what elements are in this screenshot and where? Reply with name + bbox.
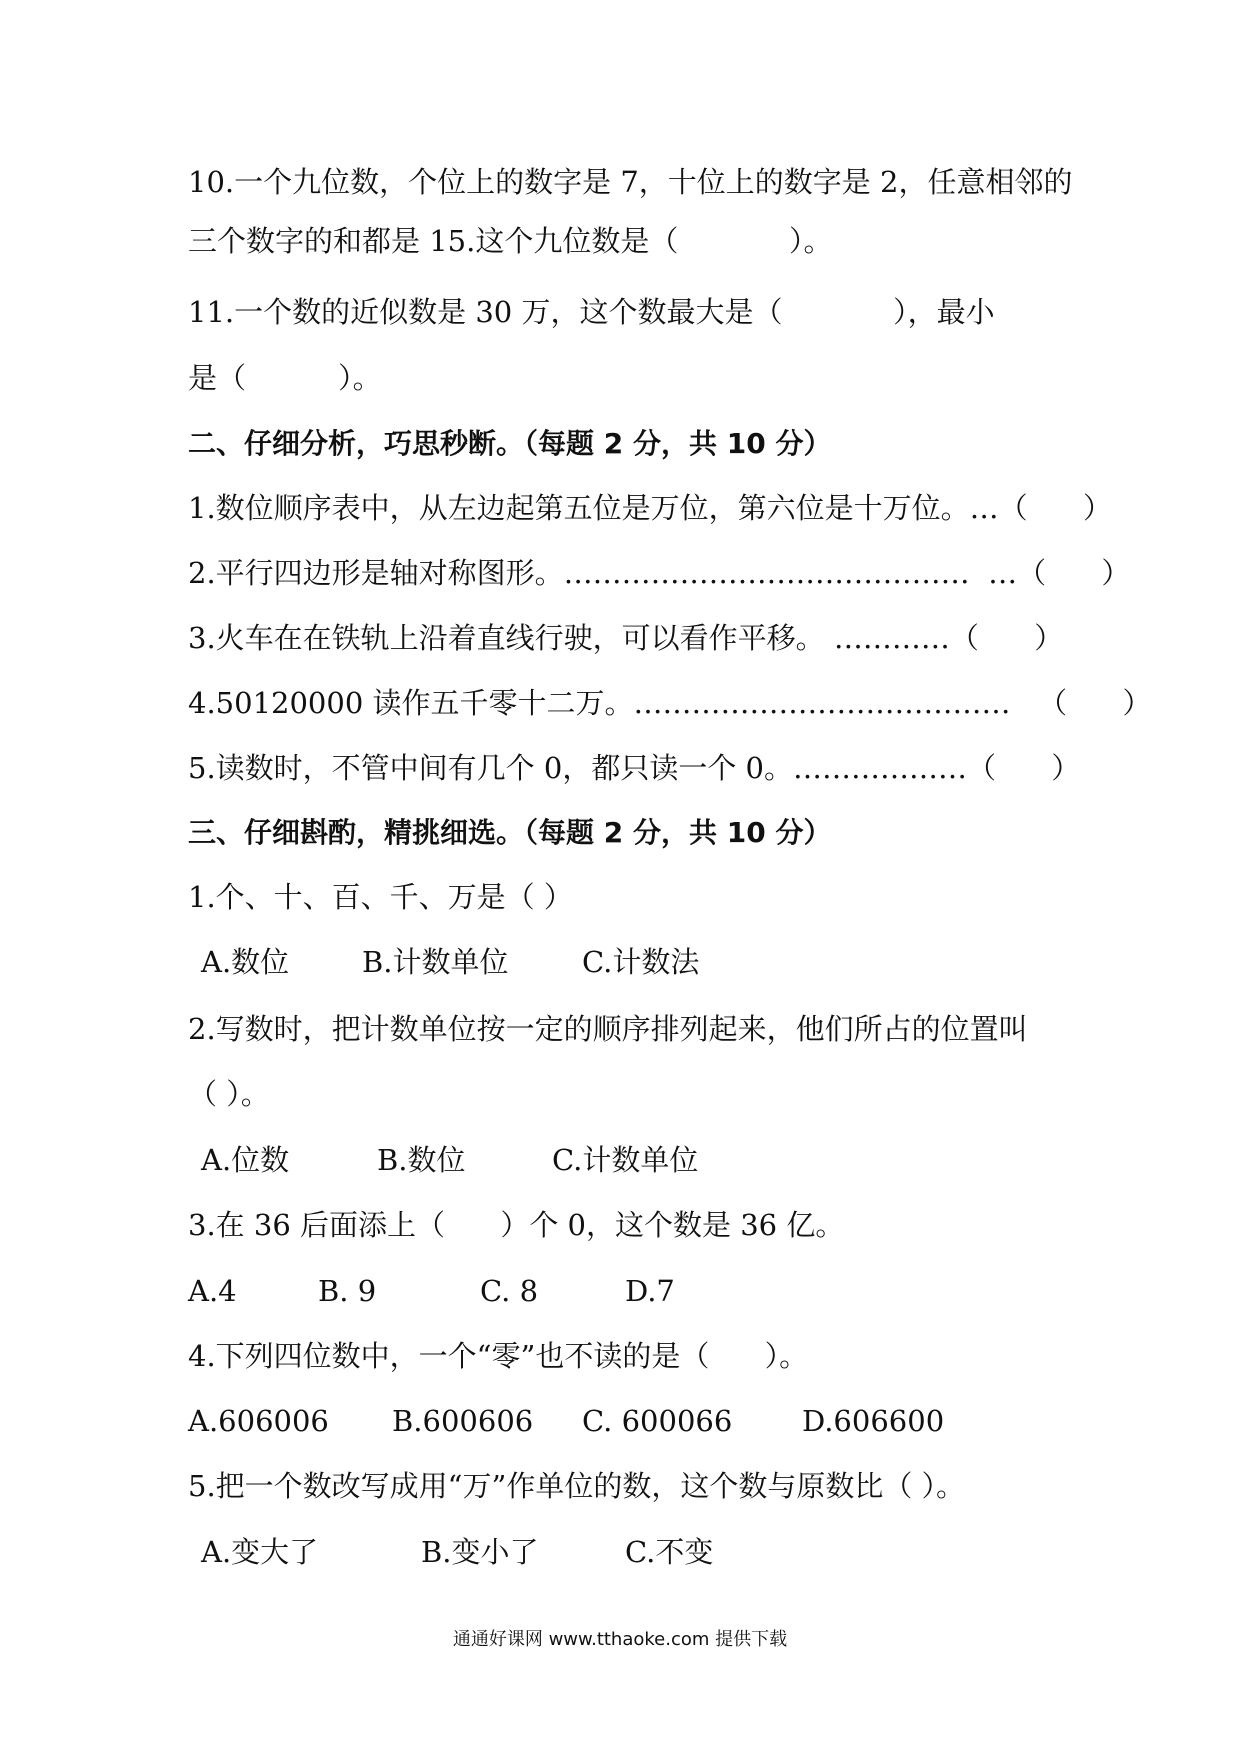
section-2-heading: 二、仔细分析，巧思秒断。（每题 2 分，共 10 分） <box>188 427 832 460</box>
judge-item-5: 5.读数时，不管中间有几个 0，都只读一个 0。………………（ ） <box>188 751 1081 785</box>
choice-4-option-c: C. 600066 <box>582 1404 733 1438</box>
section-3-heading: 三、仔细斟酌，精挑细选。（每题 2 分，共 10 分） <box>188 816 832 849</box>
choice-1-option-c: C.计数法 <box>582 945 700 979</box>
choice-question-4: 4.下列四位数中，一个“零”也不读的是（ ）。 <box>188 1339 809 1373</box>
choice-2-option-c: C.计数单位 <box>552 1143 699 1177</box>
choice-5-option-a: A.变大了 <box>201 1535 319 1569</box>
choice-5-option-b: B.变小了 <box>421 1535 539 1569</box>
choice-1-option-b: B.计数单位 <box>362 945 509 979</box>
choice-3-option-a: A.4 <box>188 1274 237 1308</box>
choice-3-option-c: C. 8 <box>480 1274 539 1308</box>
choice-2-option-a: A.位数 <box>201 1143 290 1177</box>
judge-item-4: 4.50120000 读作五千零十二万。………………………………… （ ） <box>188 686 1152 720</box>
judge-item-3: 3.火车在在铁轨上沿着直线行驶，可以看作平移。 …………（ ） <box>188 621 1064 655</box>
footer-watermark-text: 通通好课网 www.tthaoke.com 提供下载 <box>452 1629 788 1650</box>
choice-question-3: 3.在 36 后面添上（ ）个 0，这个数是 36 亿。 <box>188 1208 845 1242</box>
choice-question-1: 1.个、十、百、千、万是（ ） <box>188 880 573 914</box>
choice-question-2-line-1: 2.写数时，把计数单位按一定的顺序排列起来，他们所占的位置叫 <box>188 1012 1028 1046</box>
choice-1-option-a: A.数位 <box>201 945 290 979</box>
choice-4-option-d: D.606600 <box>802 1404 945 1438</box>
choice-3-option-b: B. 9 <box>318 1274 377 1308</box>
question-10-line-1: 10.一个九位数，个位上的数字是 7，十位上的数字是 2，任意相邻的 <box>188 165 1073 199</box>
choice-5-option-c: C.不变 <box>625 1535 714 1569</box>
question-11-line-2: 是（ ）。 <box>188 361 382 395</box>
choice-4-option-a: A.606006 <box>188 1404 329 1438</box>
choice-4-option-b: B.600606 <box>392 1404 534 1438</box>
choice-2-option-b: B.数位 <box>377 1143 466 1177</box>
judge-item-2: 2.平行四边形是轴对称图形。…………………………………… …（ ） <box>188 556 1131 590</box>
judge-item-1: 1.数位顺序表中，从左边起第五位是万位，第六位是十万位。…（ ） <box>188 491 1112 525</box>
choice-question-2-line-2: （ ）。 <box>188 1077 270 1111</box>
choice-question-5: 5.把一个数改写成用“万”作单位的数，这个数与原数比（ ）。 <box>188 1469 966 1503</box>
question-11-line-1: 11.一个数的近似数是 30 万，这个数最大是（ ），最小 <box>188 295 995 329</box>
choice-3-option-d: D.7 <box>625 1274 675 1308</box>
question-10-line-2: 三个数字的和都是 15.这个九位数是（ ）。 <box>188 224 833 258</box>
